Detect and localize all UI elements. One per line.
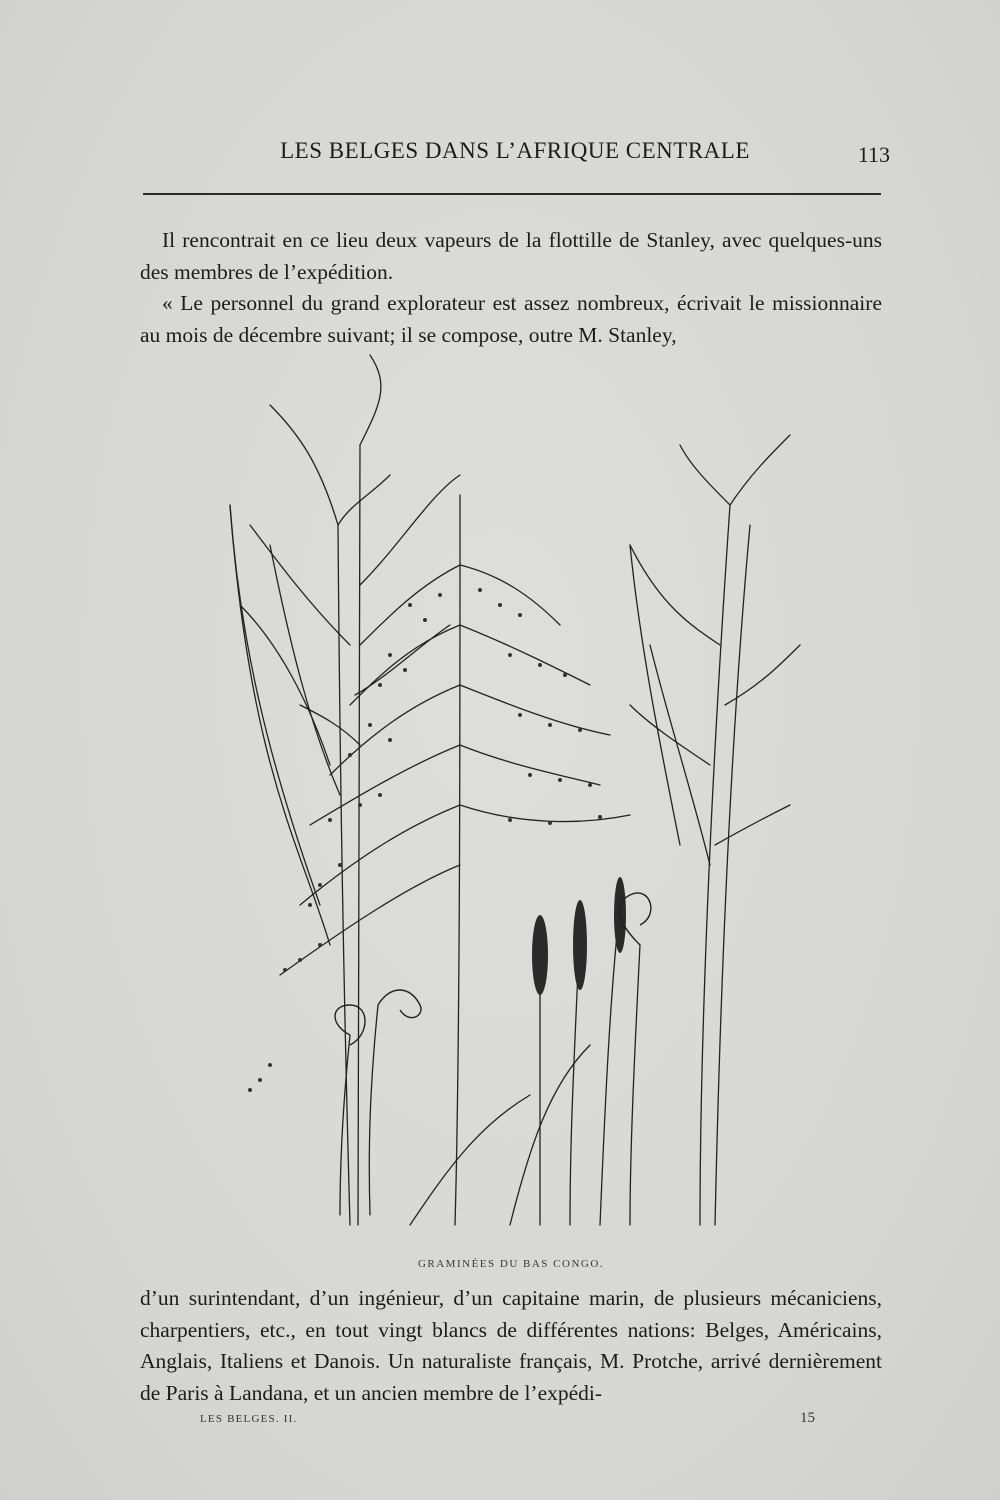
paragraph: « Le personnel du grand explorateur est assez nombreux, écrivait le missionnaire au mois de décembre suivant; il se compose, outre M. Stanley, [140,291,882,347]
figure-caption: GRAMINÉES DU BAS CONGO. [417,1258,605,1270]
seed-spikes [532,877,626,995]
page-number: 113 [857,142,890,167]
paragraph: d’un surintendant, d’un ingénieur, d’un capitaine marin, de plusieurs mécaniciens, charpentiers, etc., en tout vingt blancs de différentes nations: Belges, Américains, Anglais, Italiens et Danois. Un naturaliste français, M. Protche, arrivé dernièrement de Paris à Landana, et un ancien membre de l’expédi- [140,1286,882,1405]
header-rule [143,193,881,195]
running-head [140,138,890,168]
body-text-top [140,225,882,351]
sheet-number: 15 [800,1410,815,1426]
printer-signature: LES BELGES. II. [200,1413,298,1425]
curled-tips [335,893,651,1045]
paragraph: Il rencontrait en ce lieu deux vapeurs de la flottille de Stanley, avec quelques-uns des membres de l’expédition. [140,228,882,284]
grass-illustration [210,345,810,1240]
grass-stems [230,355,800,1225]
body-text-bottom [140,1283,882,1409]
panicle-seeds [248,588,602,1092]
running-title: LES BELGES DANS L’AFRIQUE CENTRALE [280,138,750,163]
